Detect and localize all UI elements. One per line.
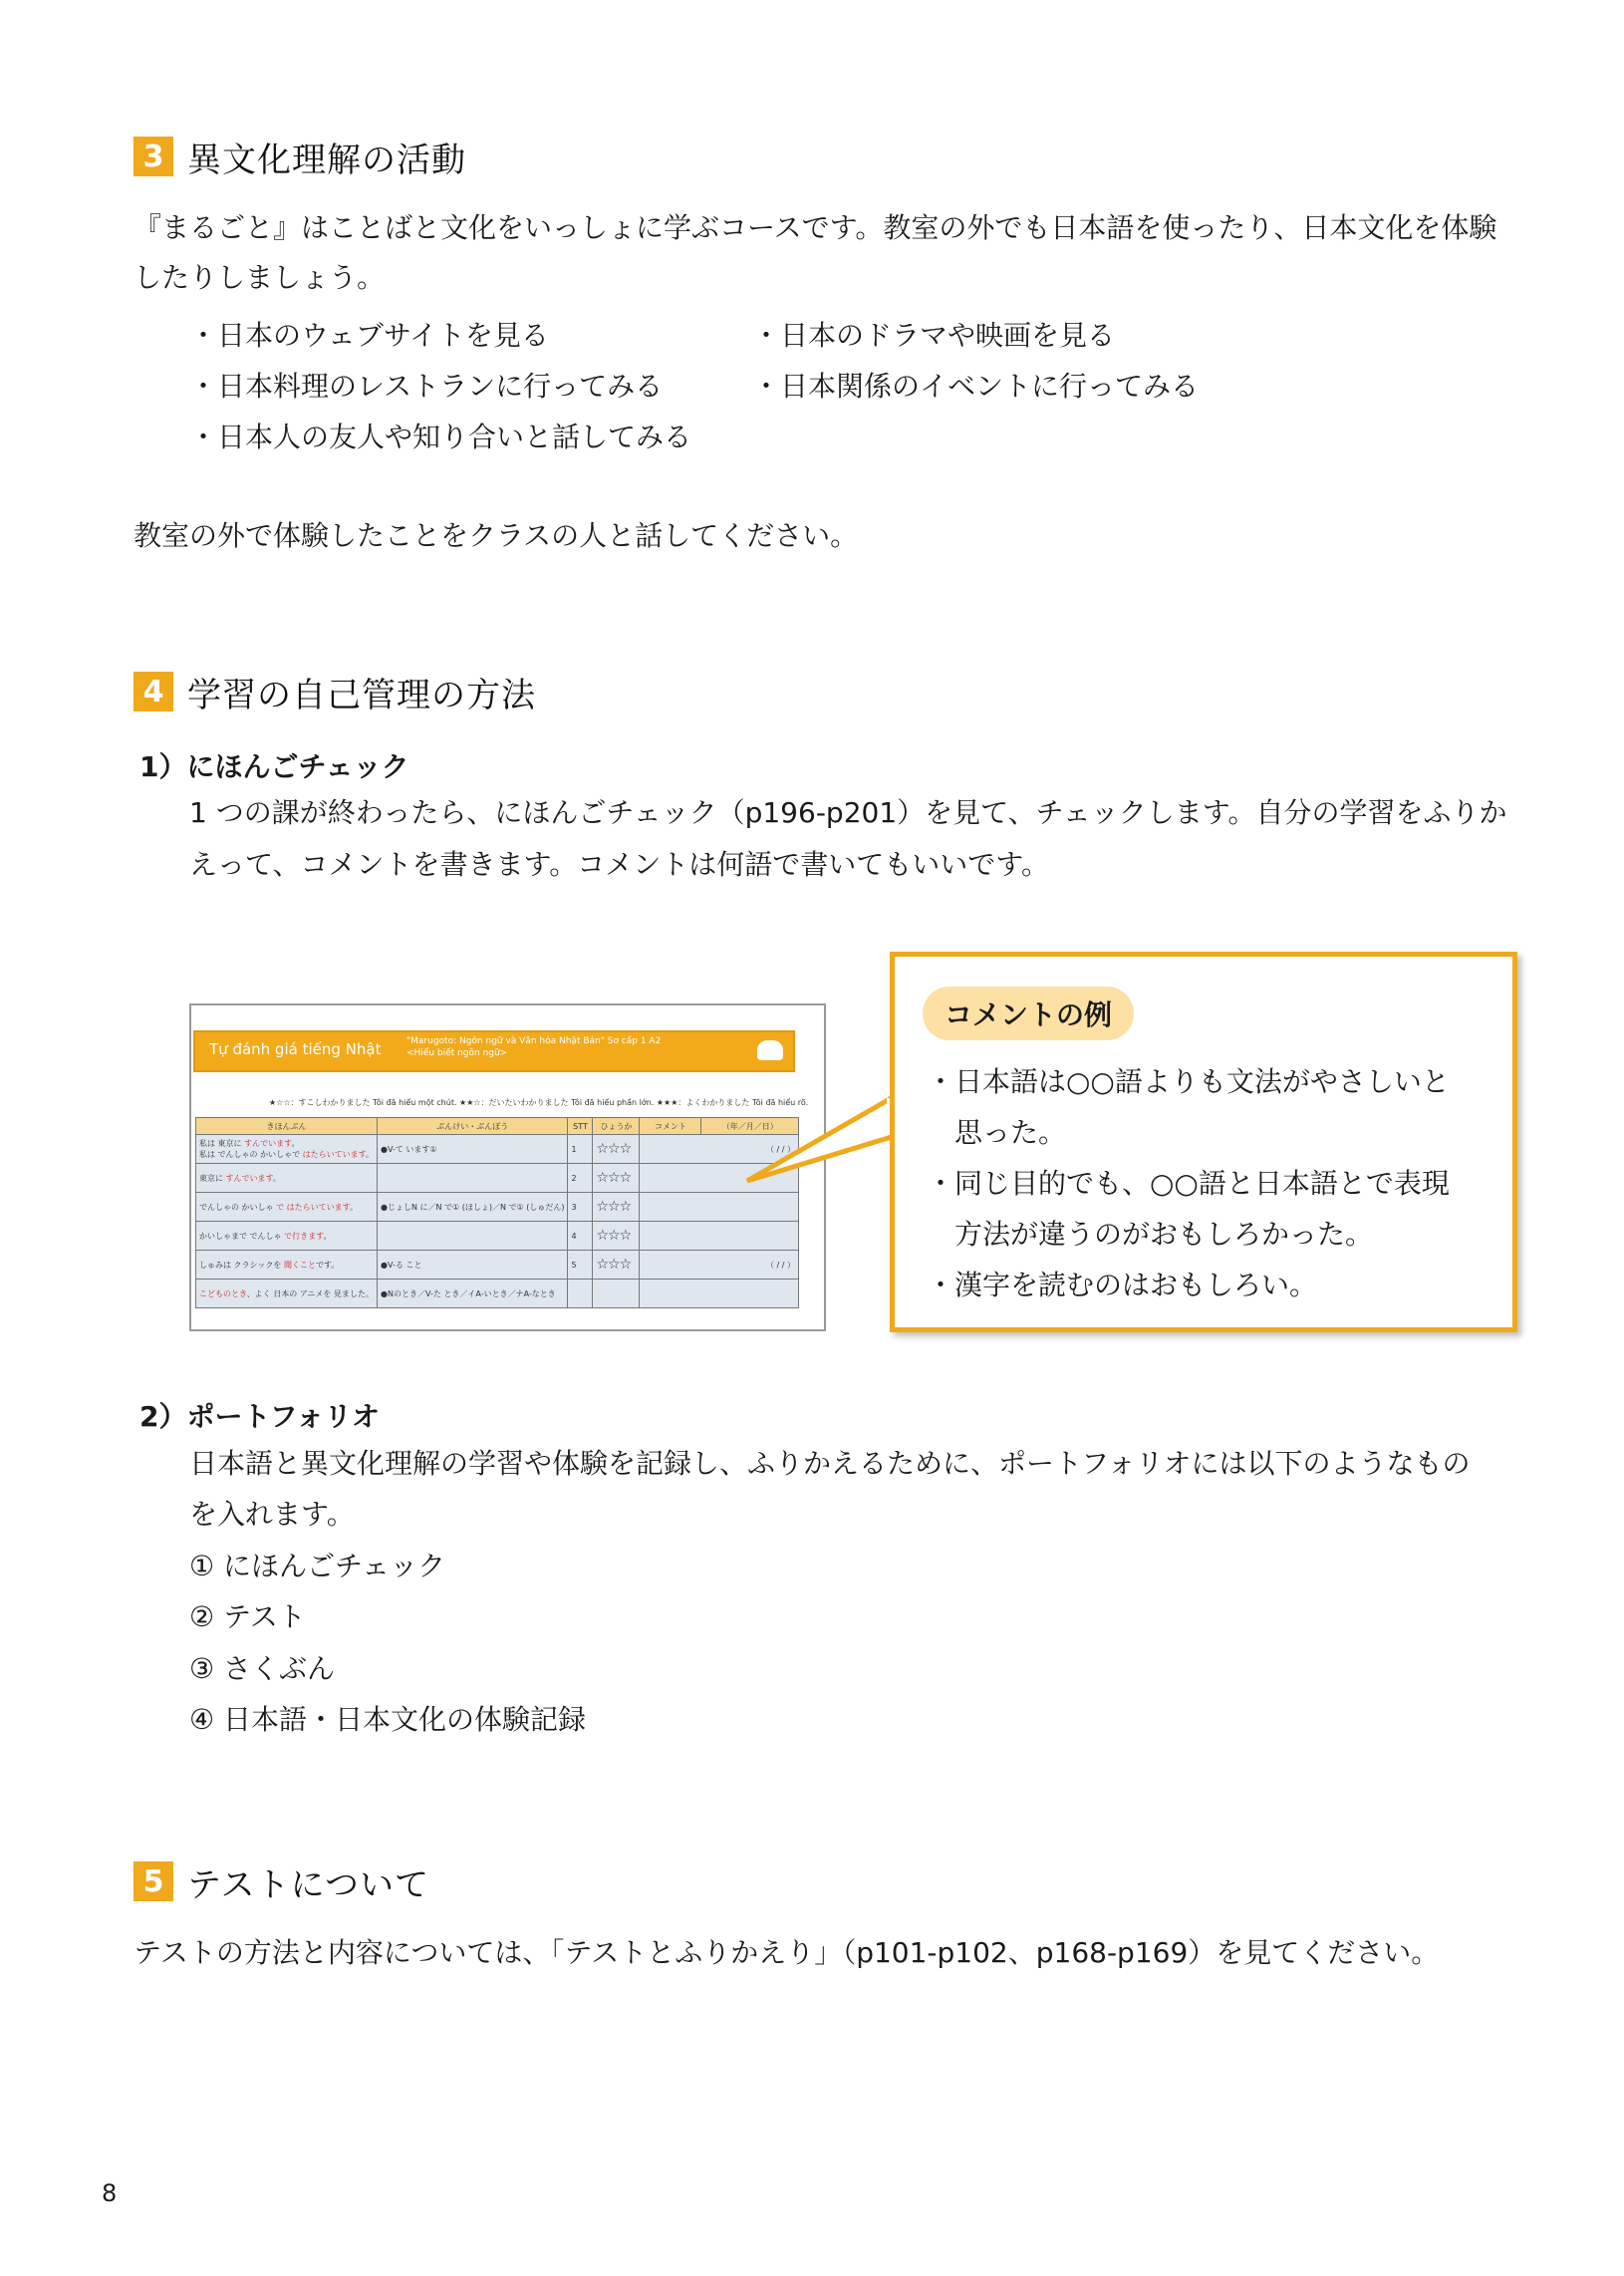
table-cell [196, 1280, 378, 1308]
sentence-text: 、よく 日本の アニメを 見ました。 [246, 1288, 374, 1298]
table-cell [196, 1251, 378, 1280]
section-title: 学習の自己管理の方法 [187, 675, 536, 715]
callout-line: ・漢字を読むのはおもしろい。 [927, 1269, 1318, 1301]
paragraph-line: テストの方法と内容については、「テストとふりかえり」（p101-p102、p168-p169）を見てください。 [134, 1936, 1440, 1969]
sentence-highlight: こどものとき [199, 1288, 247, 1298]
table-cell: ●じょしN に／N で① (ほしょ)／N で① (しゅだん) [378, 1193, 568, 1222]
table-cell [593, 1280, 640, 1308]
star-rating: ☆☆☆ [593, 1193, 640, 1222]
paragraph-line: 『まるごと』はことばと文化をいっしょに学ぶコースです。教室の外でも日本語を使ったり、日本文化を体験 [134, 211, 1497, 244]
sentence-text: 。 [350, 1202, 358, 1212]
form-thumbnail [189, 1003, 826, 1331]
star-rating: ☆☆☆ [593, 1222, 640, 1251]
section-5-heading [134, 1859, 429, 1903]
section-number: 5 [134, 1861, 173, 1901]
callout-line: ・日本語は○○語よりも文法がやさしいと [927, 1065, 1450, 1098]
list-item: ・日本のドラマや映画を見る [752, 319, 1116, 352]
paragraph-line: 1 つの課が終わったら、にほんごチェック（p196-p201）を見て、チェックします。自分の学習をふりか [189, 796, 1507, 829]
subsection-title: 1）にほんごチェック [139, 750, 409, 783]
section-title: テストについて [187, 1864, 429, 1905]
form-legend: ★☆☆：すこしわかりました Tôi đã hiểu một chút. ★★☆：だいたいわかりました Tôi đã hiểu phần lớn. ★★★：よくわかりました Tôi đã hiểu rõ. [269, 1098, 809, 1107]
sentence-text: 。 [323, 1231, 332, 1241]
star-rating: ☆☆☆ [593, 1164, 640, 1193]
table-header: ぶんけい・ぶんぽう [378, 1118, 568, 1135]
paragraph-line: を入れます。 [189, 1498, 355, 1531]
sentence-text: かいしゃまで でんしゃ [199, 1231, 285, 1241]
list-item: ③ さくぶん [189, 1652, 336, 1685]
star-rating: ☆☆☆ [593, 1251, 640, 1280]
paragraph-line: したりしましょう。 [134, 261, 386, 294]
table-cell [568, 1280, 593, 1308]
date-cell: （ / / ） [640, 1251, 799, 1280]
section-number: 3 [134, 137, 173, 176]
sentence-highlight: はたらいています [302, 1150, 366, 1159]
table-cell [196, 1164, 378, 1193]
sentence-text: 私は 東京に [199, 1139, 245, 1148]
sentence-highlight: で行きます [284, 1231, 324, 1241]
section-title: 異文化理解の活動 [187, 140, 466, 180]
table-cell: ●V-て います① [378, 1135, 568, 1164]
table-header: （年／月／日） [701, 1118, 799, 1135]
table-row [196, 1135, 799, 1164]
comment-example-callout [890, 952, 1517, 1332]
date-cell: （ / / ） [640, 1135, 799, 1164]
section-3-heading [134, 135, 466, 178]
paragraph-line: えって、コメントを書きます。コメントは何語で書いてもいいです。 [189, 848, 1049, 881]
sentence-text: 東京に [199, 1173, 226, 1183]
sentence-text: しゅみは クラシックを [199, 1260, 284, 1270]
sentence [199, 1149, 374, 1160]
sentence-text: でんしゃの かいしゃ [199, 1202, 277, 1212]
list-item: ・日本料理のレストランに行ってみる [189, 370, 664, 403]
table-header: きほんぶん [196, 1118, 378, 1135]
table-cell [378, 1164, 568, 1193]
form-subtitle-line: <Hiểu biết ngôn ngữ> [406, 1048, 508, 1058]
table-cell [640, 1222, 799, 1251]
callout-pointer-shape [747, 1096, 895, 1181]
paragraph-line: 教室の外で体験したことをクラスの人と話してください。 [134, 519, 859, 552]
table-cell: 2 [568, 1164, 593, 1193]
sentence-text: 。 [291, 1139, 300, 1148]
list-item: ④ 日本語・日本文化の体験記録 [189, 1703, 587, 1736]
paragraph-line: 日本語と異文化理解の学習や体験を記録し、ふりかえるために、ポートフォリオには以下のようなもの [189, 1447, 1471, 1480]
table-row [196, 1193, 799, 1222]
table-header-row [196, 1118, 799, 1135]
table-cell: ●Nのとき／V-た とき／イA-いとき／ナA-なとき [378, 1280, 568, 1308]
table-row [196, 1164, 799, 1193]
list-item: ・日本関係のイベントに行ってみる [752, 370, 1200, 403]
table-cell: ●V-る こと [378, 1251, 568, 1280]
callout-pointer [737, 1076, 912, 1196]
cloud-icon [757, 1040, 783, 1060]
callout-line: 思った。 [927, 1116, 1067, 1149]
callout-line: ・同じ目的でも、○○語と日本語とで表現 [927, 1167, 1450, 1200]
table-cell: 3 [568, 1193, 593, 1222]
list-item: ・日本人の友人や知り合いと話してみる [189, 421, 692, 453]
list-item: ・日本のウェブサイトを見る [189, 319, 549, 352]
table-cell [196, 1222, 378, 1251]
callout-body [927, 1056, 1450, 1310]
table-cell: 5 [568, 1251, 593, 1280]
form-table [195, 1117, 799, 1308]
table-cell: 1 [568, 1135, 593, 1164]
table-cell [640, 1280, 799, 1308]
form-header-bar [193, 1030, 795, 1072]
table-row [196, 1222, 799, 1251]
sentence [199, 1138, 374, 1149]
sentence-text: 私は でんしゃの かいしゃで [199, 1150, 303, 1159]
table-header: STT [568, 1118, 593, 1135]
sentence-highlight: すんでいます [244, 1139, 292, 1148]
list-item: ① にほんごチェック [189, 1550, 446, 1582]
sentence-text: 。 [366, 1150, 374, 1159]
form-subtitle-line: "Marugoto: Ngôn ngữ và Văn hóa Nhật Bản" Sơ cấp 1 A2 [406, 1036, 662, 1046]
sentence-highlight: 聞くこと [283, 1260, 316, 1270]
subsection-title: 2）ポートフォリオ [139, 1400, 380, 1433]
section-number: 4 [134, 672, 173, 711]
table-cell [196, 1135, 378, 1164]
table-cell: 4 [568, 1222, 593, 1251]
form-title: Tự đánh giá tiếng Nhật [209, 1040, 382, 1058]
table-cell [196, 1193, 378, 1222]
table-header: コメント [640, 1118, 701, 1135]
section-4-heading [134, 670, 536, 713]
callout-title: コメントの例 [923, 987, 1134, 1040]
table-row [196, 1280, 799, 1308]
sentence-highlight: すんでいます [225, 1173, 273, 1183]
sentence-highlight: で はたらいています [276, 1202, 350, 1212]
sentence-text: 。 [272, 1173, 281, 1183]
callout-line: 方法が違うのがおもしろかった。 [927, 1218, 1374, 1251]
page-number: 8 [102, 2179, 118, 2207]
table-row [196, 1251, 799, 1280]
table-header: ひょうか [593, 1118, 640, 1135]
star-rating: ☆☆☆ [593, 1135, 640, 1164]
table-cell [378, 1222, 568, 1251]
form-subtitle [406, 1035, 661, 1059]
list-item: ② テスト [189, 1600, 306, 1633]
sentence-text: です。 [315, 1260, 340, 1270]
table-cell [640, 1193, 799, 1222]
